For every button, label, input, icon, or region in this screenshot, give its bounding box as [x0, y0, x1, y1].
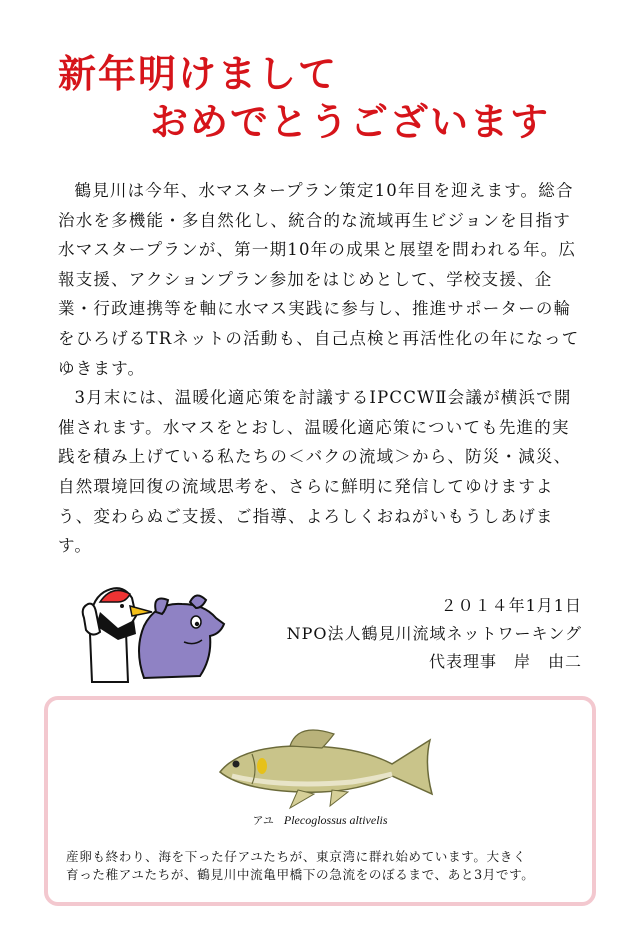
fish-note-line-1: 産卵も終わり、海を下った仔アユたちが、東京湾に群れ始めています。大きく	[66, 849, 527, 864]
paragraph-1: 鶴見川は今年、水マスタープラン策定10年目を迎えます。総合治水を多機能・多自然化し、統合的な流域再生ビジョンを目指す水マスタープランが、第一期10年の成果と展望を問われる年。広報支援、アクションプラン参加をはじめとして、学校支援、企業・行政連携等を軸に水マス実践に参与し、推進サポーターの輪をひろげるTRネットの活動も、自己点検と再活性化の年になってゆきます。	[58, 181, 580, 378]
fish-note-line-2: 育った稚アユたちが、鶴見川中流亀甲橋下の急流をのぼるまで、あと3月です。	[66, 867, 535, 882]
caption-latin: Plecoglossus altivelis	[283, 813, 388, 827]
signature-date: ２０１４年1月1日	[440, 596, 582, 615]
mascot-illustration	[78, 572, 228, 684]
tapir-mascot-icon	[139, 595, 224, 678]
ayu-fish-icon	[202, 714, 442, 814]
letter-body	[58, 176, 582, 561]
signature-org: NPO法人鶴見川流域ネットワーキング	[286, 624, 582, 643]
greeting-line-2: おめでとうございます	[150, 100, 551, 144]
signature-title: 代表理事 岸 由二	[428, 652, 582, 671]
paragraph-2: 3月末には、温暖化適応策を討議するIPCCWⅡ会議が横浜で開催されます。水マスをとおし、温暖化適応策についても先進的実践を積み上げている私たちの＜バクの流域＞から、防災・減災、自然環境回復の流域思考を、さらに鮮明に発信してゆけますよう、変わらぬご支援、ご指導、よろしくおねがいもうしあげます。	[58, 388, 572, 556]
greeting-line-1: 新年明けまして	[58, 52, 339, 96]
caption-japanese: アユ	[252, 814, 274, 827]
fish-note	[66, 848, 580, 884]
fish-caption	[48, 812, 592, 828]
fish-info-box	[44, 696, 596, 906]
signature-block	[287, 592, 582, 676]
